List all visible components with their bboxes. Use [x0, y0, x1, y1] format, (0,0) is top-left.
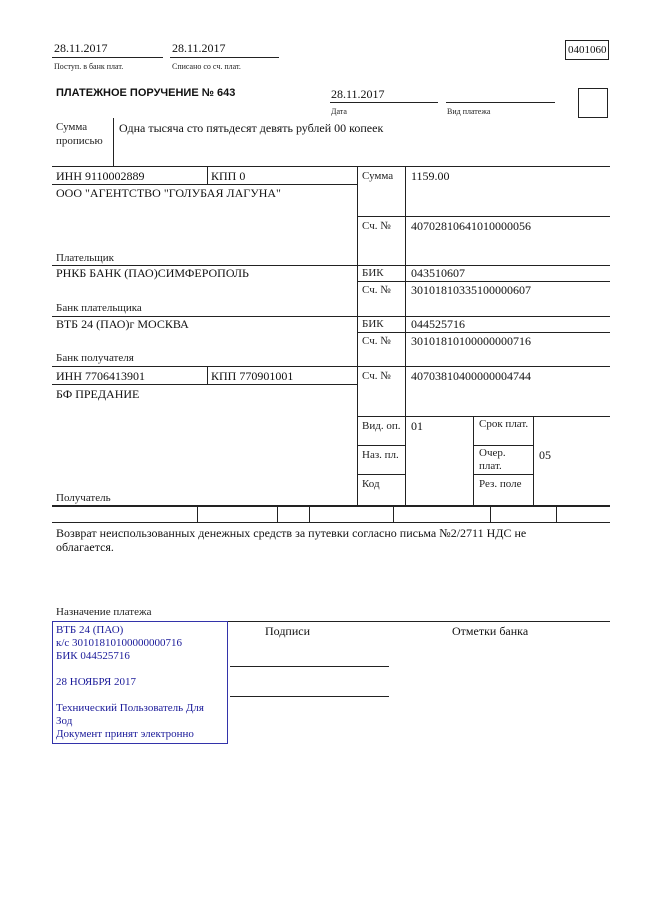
divider — [52, 522, 610, 523]
stamp-user-2: Зод — [56, 715, 73, 727]
debited-label: Списано со сч. плат. — [172, 62, 241, 71]
payer-bank-label: Банк плательщика — [56, 302, 142, 314]
payer-bank-bik: 043510607 — [411, 266, 465, 280]
divider — [533, 416, 534, 505]
payee-kpp: КПП 770901001 — [211, 369, 294, 383]
divider — [357, 474, 405, 475]
payer-account: 40702810641010000056 — [411, 219, 531, 233]
divider — [52, 184, 357, 185]
payer-inn: ИНН 9110002889 — [56, 169, 145, 183]
divider — [170, 57, 279, 58]
payee-name: БФ ПРЕДАНИЕ — [56, 387, 140, 401]
payee-bank-bik: 044525716 — [411, 317, 465, 331]
payee-account-label: Сч. № — [362, 370, 391, 382]
payment-purpose: Возврат неиспользованных денежных средств за путевки согласно письма №2/2711 НДС не облагается. — [56, 526, 527, 554]
divider — [52, 366, 610, 367]
code-label: Код — [362, 478, 380, 490]
divider — [357, 281, 610, 282]
priority: 05 — [539, 448, 551, 462]
status-box — [578, 88, 608, 118]
divider — [197, 505, 198, 522]
date-label: Дата — [331, 107, 347, 116]
payer-label: Плательщик — [56, 252, 114, 264]
payer-name: ООО "АГЕНТСТВО "ГОЛУБАЯ ЛАГУНА" — [56, 186, 281, 200]
payer-bank-account-label: Сч. № — [362, 284, 391, 296]
divider — [52, 57, 163, 58]
divider — [207, 366, 208, 384]
amount-words-label: Сумма прописью — [56, 121, 103, 147]
priority-label: Очер. плат. — [479, 447, 506, 472]
reserve-label: Рез. поле — [479, 478, 522, 490]
stamp-account: к/с 30101810100000000716 — [56, 637, 183, 649]
purpose-label: Назначение платежа — [56, 606, 152, 618]
debited-date: 28.11.2017 — [172, 41, 226, 55]
divider — [393, 505, 394, 522]
payee-bank-label: Банк получателя — [56, 352, 134, 364]
stamp-bank: ВТБ 24 (ПАО) — [56, 624, 124, 636]
bank-marks-label: Отметки банка — [452, 624, 529, 638]
payee-account: 40703810400000004744 — [411, 369, 531, 383]
stamp-status: Документ принят электронно — [56, 728, 194, 740]
amount: 1159.00 — [411, 169, 450, 183]
payment-type-label: Вид платежа — [447, 107, 491, 116]
divider — [473, 416, 474, 505]
divider — [52, 384, 357, 385]
divider — [473, 445, 533, 446]
term-label: Срок плат. — [479, 418, 529, 430]
divider — [556, 505, 557, 522]
stamp-date: 28 НОЯБРЯ 2017 — [56, 676, 137, 688]
signature-line — [230, 696, 389, 697]
divider — [113, 118, 114, 166]
divider — [309, 505, 310, 522]
order-date: 28.11.2017 — [331, 87, 385, 101]
payer-bank-name: РНКБ БАНК (ПАО)СИМФЕРОПОЛЬ — [56, 266, 249, 280]
divider — [52, 505, 610, 507]
amount-words: Одна тысяча сто пятьдесят девять рублей 00 копеек — [119, 121, 384, 135]
payer-bank-account: 30101810335100000607 — [411, 283, 531, 297]
stamp-bik: БИК 044525716 — [56, 650, 130, 662]
divider — [330, 102, 438, 103]
payee-label: Получатель — [56, 492, 111, 504]
divider — [473, 474, 533, 475]
payer-kpp: КПП 0 — [211, 169, 246, 183]
divider — [446, 102, 555, 103]
payer-bank-bik-label: БИК — [362, 267, 384, 279]
divider — [357, 332, 610, 333]
purpose-code-label: Наз. пл. — [362, 449, 399, 461]
divider — [357, 445, 405, 446]
payer-account-label: Сч. № — [362, 220, 391, 232]
op-type-label: Вид. оп. — [362, 420, 401, 432]
payee-bank-name: ВТБ 24 (ПАО)г МОСКВА — [56, 317, 189, 331]
received-label: Поступ. в банк плат. — [54, 62, 124, 71]
divider — [207, 166, 208, 184]
payee-bank-bik-label: БИК — [362, 318, 384, 330]
form-code-box — [565, 40, 609, 60]
bank-stamp — [52, 621, 228, 744]
payee-bank-account: 30101810100000000716 — [411, 334, 531, 348]
form-code: 0401060 — [568, 44, 607, 56]
divider — [357, 416, 610, 417]
divider — [52, 166, 610, 167]
stamp-user: Технический Пользователь Для — [56, 702, 204, 714]
signatures-label: Подписи — [265, 624, 311, 638]
divider — [277, 505, 278, 522]
divider — [490, 505, 491, 522]
payee-bank-account-label: Сч. № — [362, 335, 391, 347]
signature-line — [230, 666, 389, 667]
amount-label: Сумма — [362, 170, 394, 182]
payee-inn: ИНН 7706413901 — [56, 369, 145, 383]
page-title: ПЛАТЕЖНОЕ ПОРУЧЕНИЕ № 643 — [56, 87, 236, 99]
received-date: 28.11.2017 — [54, 41, 108, 55]
op-type: 01 — [411, 419, 423, 433]
divider — [357, 216, 610, 217]
